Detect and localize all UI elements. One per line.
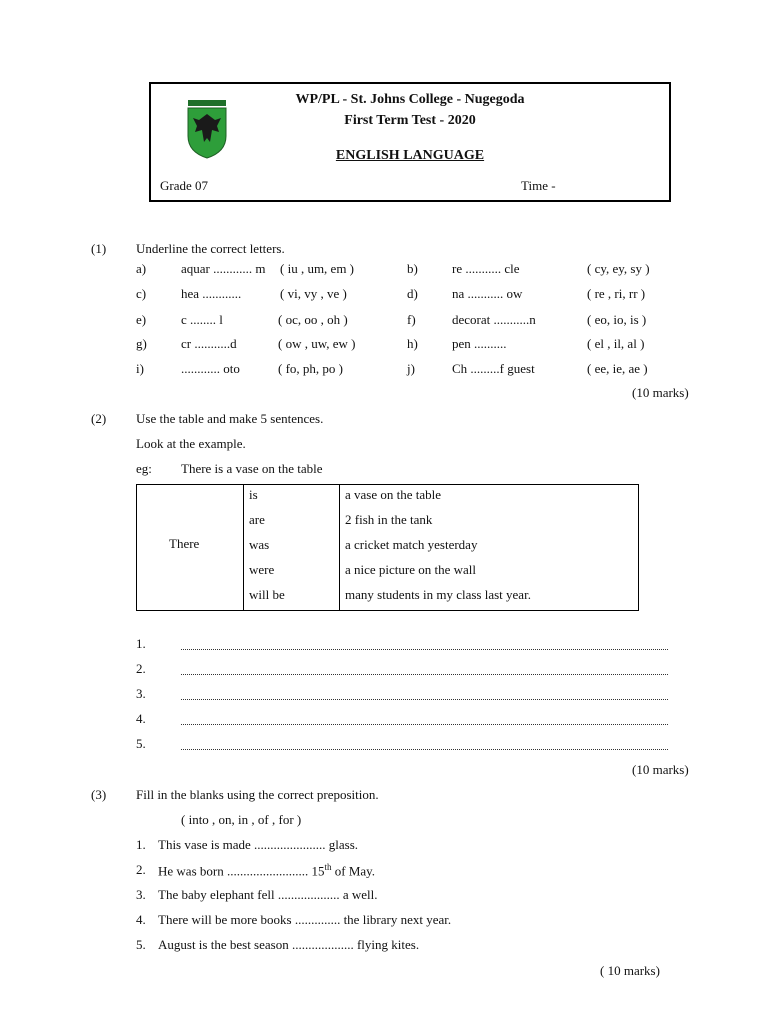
q1-item-word: c ........ l bbox=[181, 312, 223, 327]
q1-marks: (10 marks) bbox=[632, 385, 689, 400]
q1-item-options: ( eo, io, is ) bbox=[587, 312, 647, 327]
answer-line[interactable] bbox=[181, 724, 668, 725]
q3-item-number: 1. bbox=[136, 837, 146, 852]
sentence-table bbox=[136, 484, 639, 611]
q3-item-number: 5. bbox=[136, 937, 146, 952]
q3-item-text bbox=[158, 862, 375, 879]
q1-item-label: f) bbox=[407, 312, 416, 327]
table-verb-cell: was bbox=[249, 537, 270, 552]
header-box bbox=[149, 82, 671, 202]
q1-instruction: Underline the correct letters. bbox=[136, 241, 285, 256]
q2-example-intro: Look at the example. bbox=[136, 436, 246, 451]
q3-number: (3) bbox=[91, 787, 107, 802]
q3-item-text: There will be more books .............. the library next year. bbox=[158, 912, 452, 927]
q1-item-word: pen .......... bbox=[452, 336, 507, 351]
subject-title: ENGLISH LANGUAGE bbox=[335, 148, 485, 163]
q3-item-number: 3. bbox=[136, 887, 146, 902]
q1-item-label: j) bbox=[407, 361, 415, 376]
answer-line[interactable] bbox=[181, 699, 668, 700]
time-label: Time - bbox=[521, 178, 556, 193]
q3-options: ( into , on, in , of , for ) bbox=[181, 812, 302, 827]
q1-item-label: d) bbox=[407, 286, 418, 301]
q1-item-options: ( fo, ph, po ) bbox=[278, 361, 343, 376]
table-verb-cell: will be bbox=[249, 587, 285, 602]
answer-line-number: 4. bbox=[136, 711, 146, 726]
table-object-cell: a cricket match yesterday bbox=[345, 537, 478, 552]
answer-line[interactable] bbox=[181, 749, 668, 750]
table-verb-cell: are bbox=[249, 512, 265, 527]
table-object-cell: 2 fish in the tank bbox=[345, 512, 433, 527]
q1-item-options: ( cy, ey, sy ) bbox=[587, 261, 650, 276]
q3-item-text-pre: He was born ......................... 15 bbox=[158, 863, 325, 879]
q3-item-number: 2. bbox=[136, 862, 146, 877]
table-object-cell: many students in my class last year. bbox=[345, 587, 531, 602]
answer-line-number: 5. bbox=[136, 736, 146, 751]
table-verb-cell: were bbox=[249, 562, 275, 577]
ordinal-suffix: th bbox=[324, 862, 332, 872]
q1-item-word: ............ oto bbox=[181, 361, 240, 376]
table-divider bbox=[339, 485, 340, 610]
q1-item-label: b) bbox=[407, 261, 418, 276]
q1-item-word: decorat ...........n bbox=[452, 312, 536, 327]
q2-eg-text: There is a vase on the table bbox=[181, 461, 323, 476]
q2-eg-label: eg: bbox=[136, 461, 152, 476]
q1-item-word: cr ...........d bbox=[181, 336, 237, 351]
q1-item-options: ( vi, vy , ve ) bbox=[280, 286, 347, 301]
q3-item-text: This vase is made ...................... glass. bbox=[158, 837, 359, 852]
q1-item-label: a) bbox=[136, 261, 147, 276]
q1-item-word: hea ............ bbox=[181, 286, 242, 301]
q1-number: (1) bbox=[91, 241, 107, 256]
q3-item-number: 4. bbox=[136, 912, 146, 927]
q3-item-text-post: of May. bbox=[331, 863, 376, 879]
table-object-cell: a vase on the table bbox=[345, 487, 442, 502]
answer-line-number: 1. bbox=[136, 636, 146, 651]
table-object-cell: a nice picture on the wall bbox=[345, 562, 477, 577]
answer-line[interactable] bbox=[181, 674, 668, 675]
table-subject-cell: There bbox=[169, 536, 200, 551]
q3-item-text: August is the best season ................... flying kites. bbox=[158, 937, 420, 952]
q1-item-label: h) bbox=[407, 336, 418, 351]
q1-item-word: Ch .........f guest bbox=[452, 361, 535, 376]
q2-instruction: Use the table and make 5 sentences. bbox=[136, 411, 324, 426]
answer-line-number: 2. bbox=[136, 661, 146, 676]
test-title: First Term Test - 2020 bbox=[344, 113, 476, 128]
q1-item-options: ( iu , um, em ) bbox=[280, 261, 355, 276]
q1-item-word: aquar ............ m bbox=[181, 261, 266, 276]
q1-item-options: ( re , ri, rr ) bbox=[587, 286, 646, 301]
q1-item-label: c) bbox=[136, 286, 147, 301]
q1-item-label: g) bbox=[136, 336, 147, 351]
answer-line[interactable] bbox=[181, 649, 668, 650]
q1-item-options: ( ow , uw, ew ) bbox=[278, 336, 356, 351]
q1-item-options: ( ee, ie, ae ) bbox=[587, 361, 648, 376]
table-divider bbox=[243, 485, 244, 610]
q3-item-text: The baby elephant fell ................... a well. bbox=[158, 887, 378, 902]
grade-label: Grade 07 bbox=[160, 178, 209, 193]
table-verb-cell: is bbox=[249, 487, 258, 502]
q1-item-word: re ........... cle bbox=[452, 261, 520, 276]
q1-item-word: na ........... ow bbox=[452, 286, 523, 301]
q3-instruction: Fill in the blanks using the correct preposition. bbox=[136, 787, 379, 802]
q1-item-options: ( oc, oo , oh ) bbox=[278, 312, 348, 327]
school-name: WP/PL - St. Johns College - Nugegoda bbox=[295, 92, 525, 107]
q2-number: (2) bbox=[91, 411, 107, 426]
q1-item-label: i) bbox=[136, 361, 144, 376]
q2-marks: (10 marks) bbox=[632, 762, 689, 777]
answer-line-number: 3. bbox=[136, 686, 146, 701]
q3-marks: ( 10 marks) bbox=[600, 963, 660, 978]
q1-item-options: ( el , il, al ) bbox=[587, 336, 645, 351]
q1-item-label: e) bbox=[136, 312, 147, 327]
